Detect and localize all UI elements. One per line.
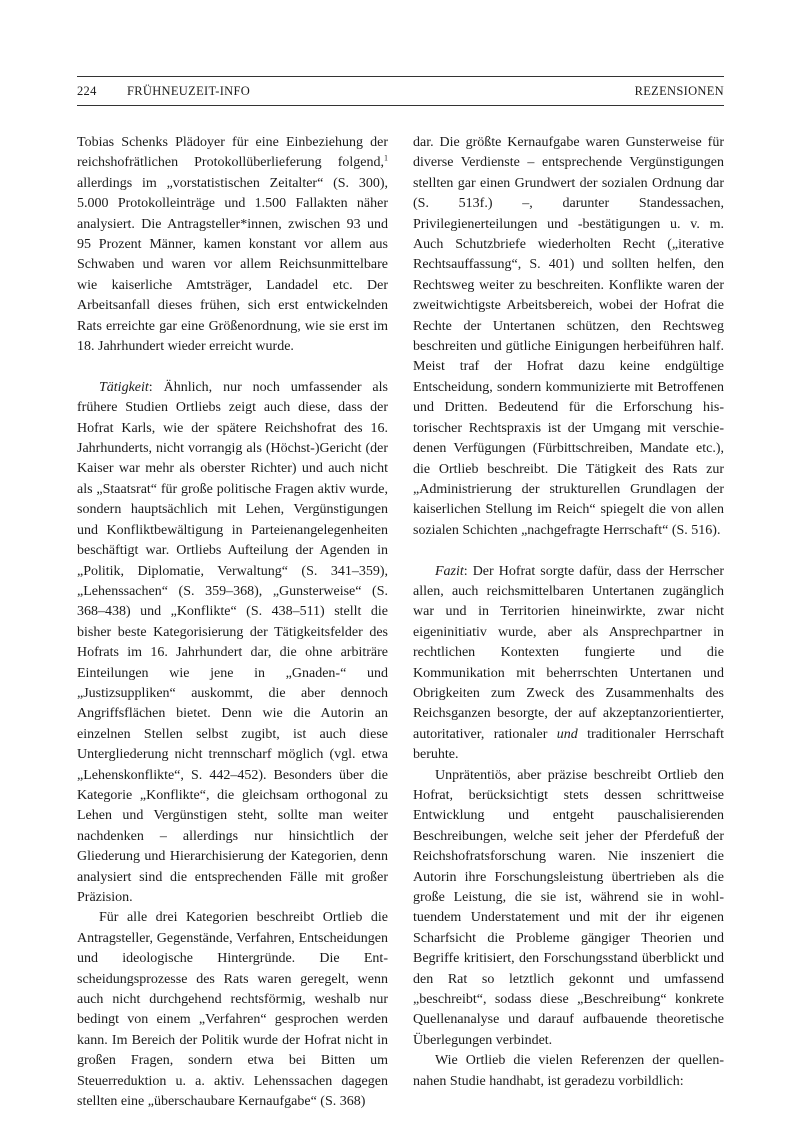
running-header: [77, 76, 724, 106]
paragraph: Unprätentiös, aber präzise beschreibt Ortlieb den Hofrat, berücksichtigt stets dessen schrittweise Entwicklung und entgeht pauschalisierenden Beschreibungen, welche seit jeher der Pferdefuß der Reichshofratsforschung waren. Nie inszeniert die Autorin ihre Forschungsleistung übertrieben als die große Leistung, die sie ist, während sie in wohltuendem Understatement und mit der ihr eigenen Scharfsicht die Probleme gängiger Theorien und Begriffe kritisiert, den Forschungsstand überblickt und den Rat so letztlich gekonnt und umfassend „beschreibt“, sodass diese „Beschreibung“ konkrete Quellenanalyse und darauf aufbauende theoretische Überlegungen verbindet.: [413, 767, 724, 1048]
right-column: [413, 133, 724, 1092]
paragraph: Für alle drei Kategorien beschreibt Ortlieb die Antragsteller, Gegenstände, Verfahren, Entscheidungen und ideologische Hintergründe. Die Entscheidungsprozesse des Rats waren geregelt, wenn auch nicht durchgehend rechtsförmig, weshalb nur bedingt von einem „Verfahren“ gesprochen werden kann. Im Bereich der Politik wurde der Hofrat nicht in großen Fragen, sondern etwa bei Bitten um Steuerreduktion u. a. aktiv. Lehenssachen dagegen stellten eine „überschaubare Kernaufgabe“ (S. 368): [77, 910, 388, 1110]
paragraph: Wie Ortlieb die vielen Referenzen der quellennahen Studie handhabt, ist geradezu vorbildlich:: [413, 1053, 724, 1089]
paragraph: Fazit: Der Hofrat sorgte dafür, dass der Herrscher allen, auch reichsmittelbaren Untertanen zugänglich war und in Territorien hineinwirkte, zwar nicht eigeninitiativ wurde, aber als Ansprechpartner in rechtlichen Kontexten fungierte und die Kommunikation mit beherrschten Untertanen und Obrigkeiten zum Zweck des Zusammenhalts des Reichsganzen besorgte, der auf akzeptanzorientierter, autoritativer, rationaler und traditionaler Herrschaft beruhte.: [413, 563, 724, 763]
page-number: 224: [77, 84, 97, 98]
paragraph: dar. Die größte Kernaufgabe waren Gunsterweise für diverse Verdienste – entsprechende Vergünstigungen stellten gar einen Grundwert der sozialen Ordnung dar (S. 513f.) –, darunter Standessachen, Privilegienerteilungen und -bestätigungen u. v. m. Auch Schutzbriefe wiederholten Recht („iterative Rechtsauffassung“, S. 401) und sollten helfen, den Rechtsweg weiter zu beschreiten. Konflikte waren der zweitwichtigste Arbeitsbereich, wobei der Hofrat die Rechte der Untertanen schützen, den Rechtsweg beschreiten und gütliche Einigungen herbeiführen half. Meist traf der Hofrat dazu keine endgültige Entscheidung, sondern kommunizierte mit Betroffenen und Dritten. Bedeutend für die Erforschung historischer Rechtspraxis ist der Umgang mit verschiedenen Verfügungen (Fürbittschreiben, Mandate etc.), die Ortlieb beschreibt. Die Tätigkeit des Rats zur „Administrierung der strukturellen Grundlagen der kaiserlichen Stellung im Reich“ spiegelt die von allen sozialen Schichten „nachgefragte Herrschaft“ (S. 516).: [413, 135, 724, 538]
section-title: REZENSIONEN: [634, 84, 724, 98]
left-column: [77, 133, 388, 1112]
paragraph: Tobias Schenks Plädoyer für eine Einbeziehung der reichshofrätlichen Protokollüberlieferung folgend,$^1$ allerdings im „vorstatistischen Zeitalter“ (S. 300), 5.000 Protokolleinträge und 1.500 Fallakten näher analysiert. Die Antragsteller*innen, zwischen 93 und 95 Prozent Männer, kamen konstant vor allem aus Schwaben und waren vor allem Reichsunmittelbare wie kaiserliche Amtsträger, Landadel etc. Der Arbeitsanfall dieses frühen, sich erst entwickelnden Rats erreichte gar eine Größenordnung, wie sie erst im 18. Jahrhundert wieder erreicht wurde.: [77, 135, 388, 355]
journal-title: FRÜHNEUZEIT-INFO: [127, 84, 251, 98]
footnote-marker[interactable]: 1: [384, 153, 388, 163]
paragraph: Tätigkeit: Ähnlich, nur noch umfassender als frühere Studien Ortliebs zeigt auch diese, dass der Hofrat Karls, wie der spätere Reichshofrat des 16. Jahrhunderts, nicht vorrangig als (Höchst-)Gericht (der Kaiser war mehr als oberster Richter) und auch nicht als „Staatsrat“ für große politische Fragen aktiv wurde, sondern hauptsächlich mit Lehen, Vergünstigungen und Konfliktbewältigung in Parteienangelegenheiten beschäftigt war. Ortliebs Aufteilung der Agenden in „Politik, Diplomatie, Verwaltung“ (S. 341–359), „Lehenssachen“ (S. 359–368), „Gunsterweise“ (S. 368–438) und „Konflikte“ (S. 438–511) stellt die bisher beste Kategorisierung der Tätigkeitsfelder des Hofrats im 16. Jahrhundert dar, die ohne arbiträre Einteilungen wie jene in „Gnaden-“ und „Justizsuppliken“ auskommt, die aber dennoch Angriffsflächen bietet. Denn wie die Autorin an einzelnen Stellen selbst zugibt, ist auch diese Untergliederung nicht trennscharf möglich (vgl. etwa „Lehenskonflikte“, S. 442–452). Besonders über die Kategorie „Konflikte“, die gleichsam orthogonal zu Lehen und Vergünstigen steht, sollte man weiter nachdenken – allerdings nur hinsichtlich der Gliederung und Hierarchisierung der Kategorien, denn analysiert sind die entsprechenden Fälle mit großer Präzision.: [77, 379, 388, 906]
